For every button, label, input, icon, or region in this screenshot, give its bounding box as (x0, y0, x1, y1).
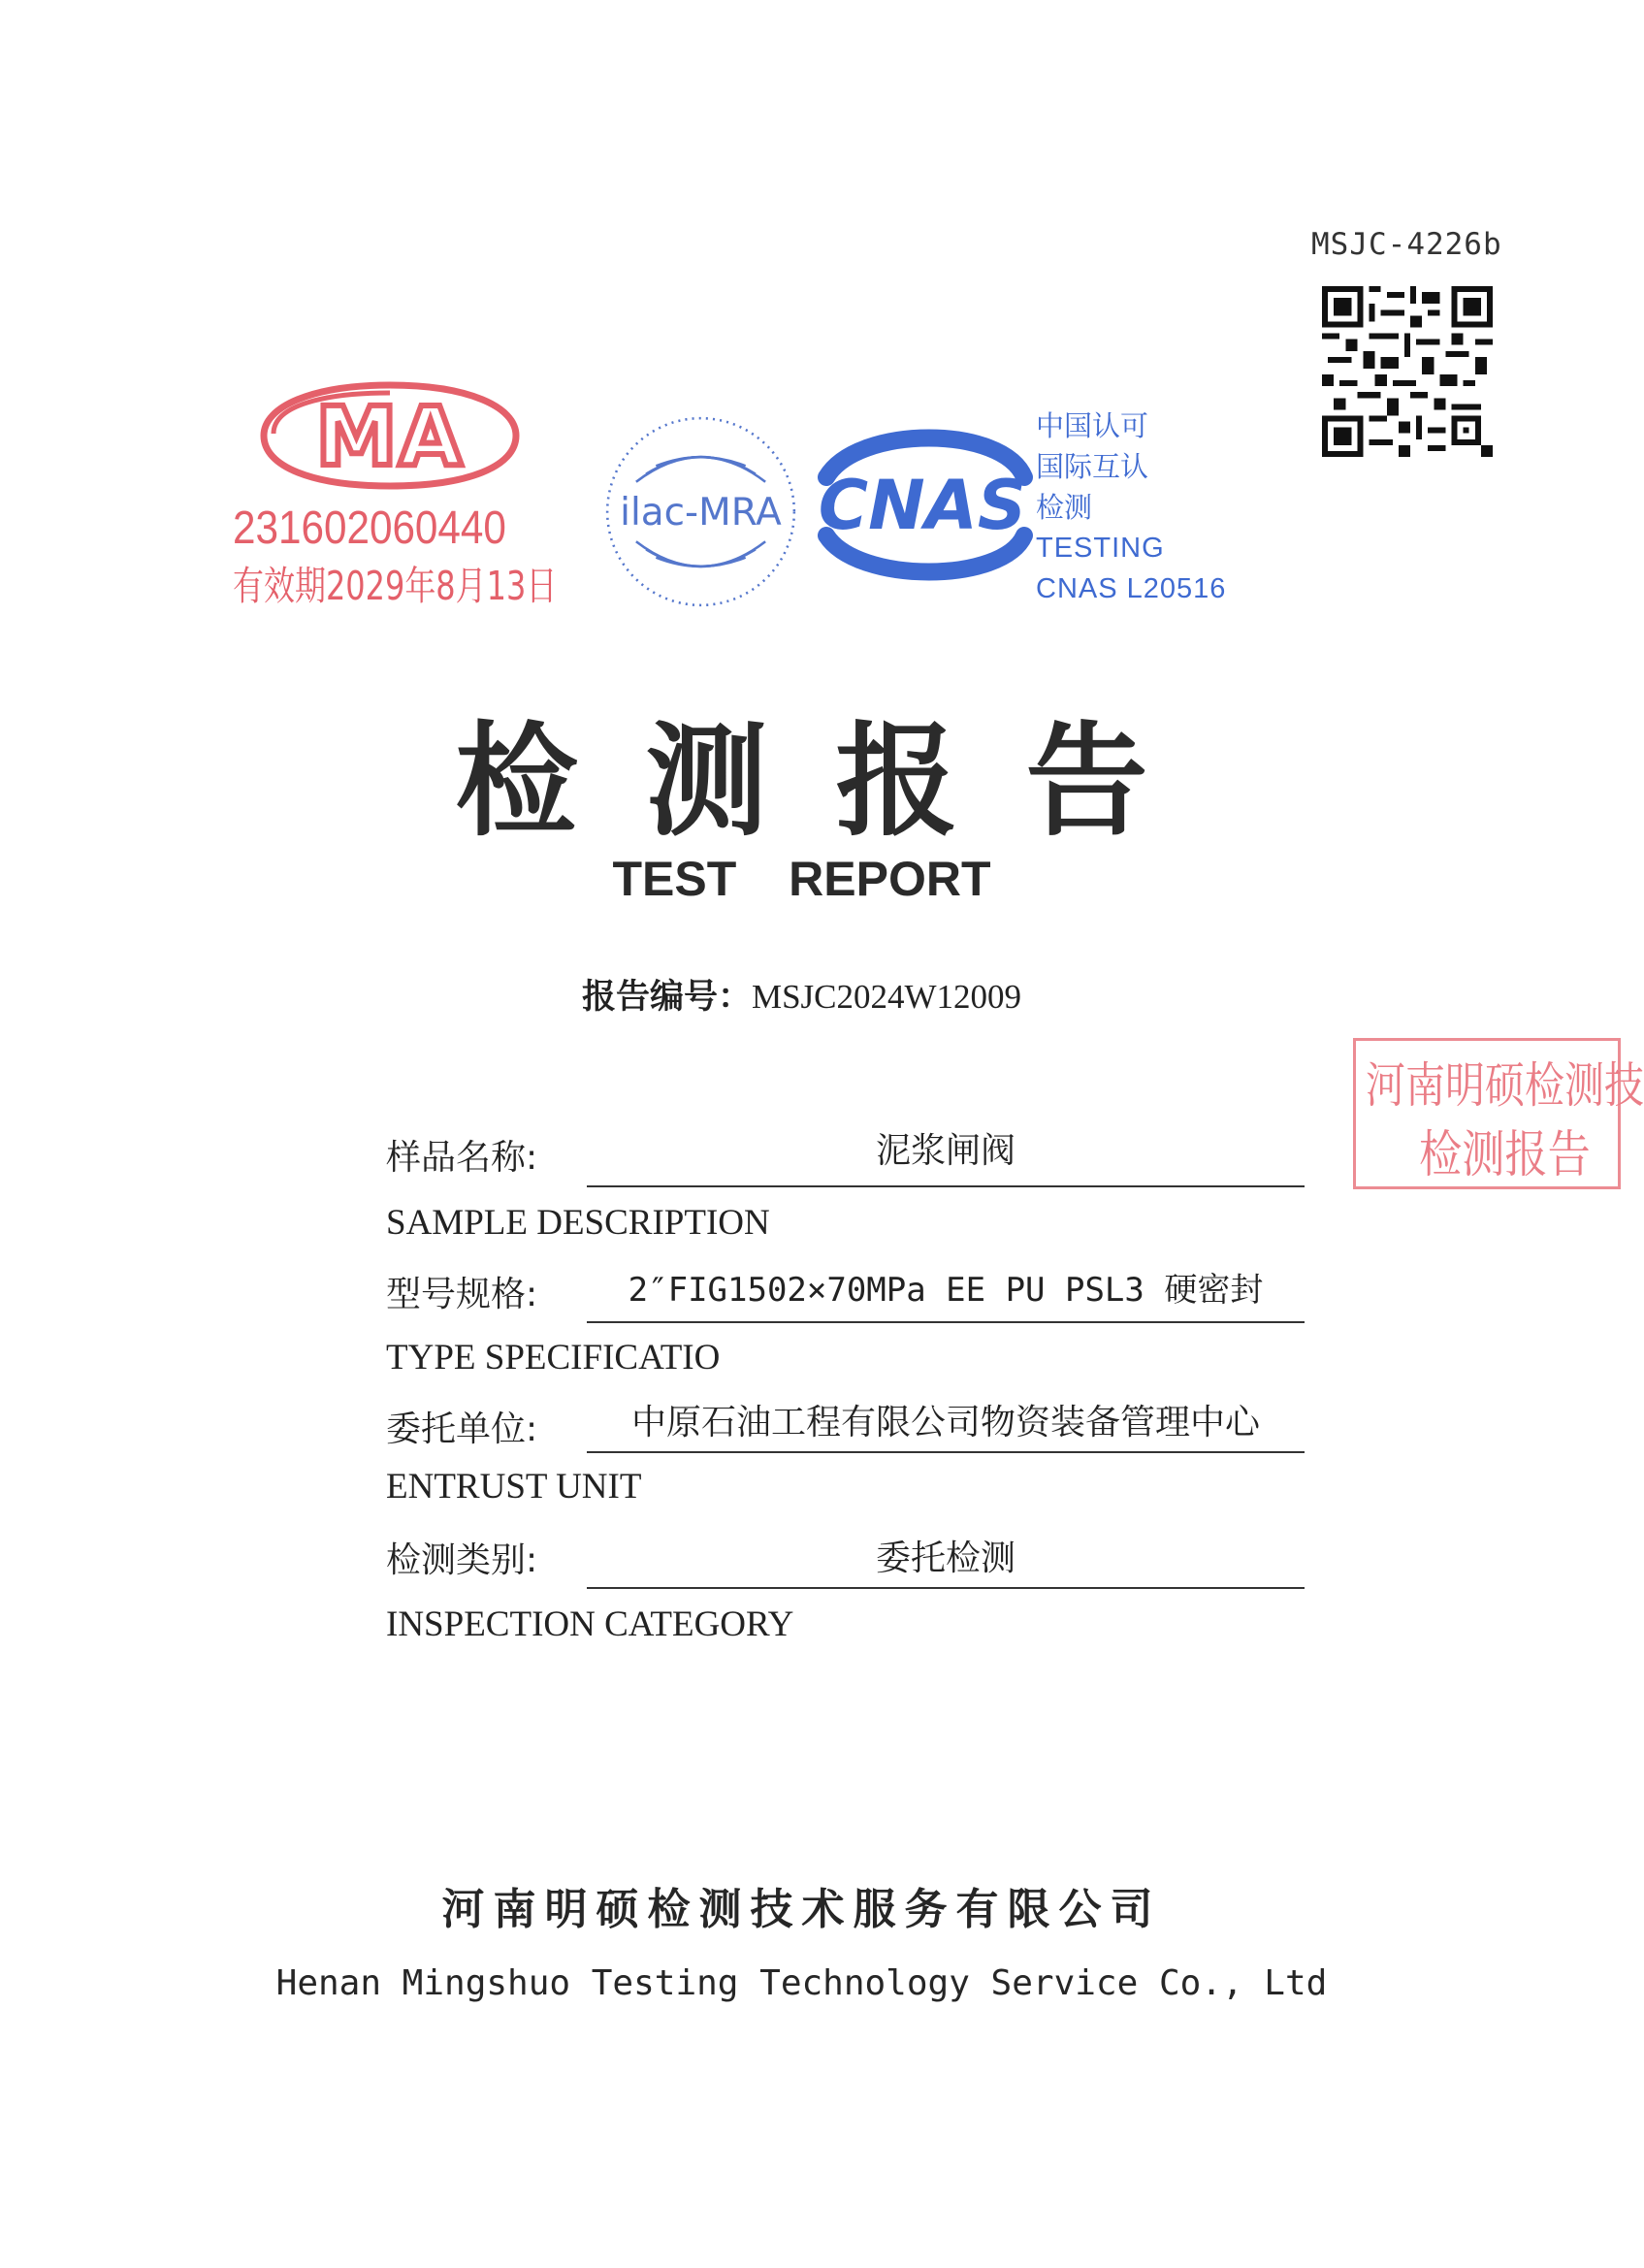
sample-description-label: SAMPLE DESCRIPTION (386, 1203, 770, 1243)
inspection-category-value: 委托检测 (875, 1539, 1015, 1578)
entrust-unit-value: 中原石油工程有限公司物资装备管理中心 (630, 1403, 1260, 1442)
sample-name-label: 样品名称: (386, 1138, 538, 1178)
ilac-mra-seal (601, 412, 800, 611)
document-code: MSJC-4226b (1311, 227, 1502, 262)
inspection-category-en-label: INSPECTION CATEGORY (386, 1604, 794, 1644)
cnas-line-1: 中国认可 (1036, 409, 1149, 442)
type-spec-underline (587, 1321, 1305, 1323)
report-number-label: 报告编号： (581, 978, 752, 1017)
cnas-logo-text: CNAS (818, 466, 1027, 545)
svg-text:MA: MA (315, 389, 465, 484)
entrust-unit-label: 委托单位: (386, 1409, 538, 1449)
sample-name-value: 泥浆闸阀 (875, 1131, 1015, 1171)
report-number-value: MSJC2024W12009 (751, 978, 1022, 1016)
cma-number: 231602060440 (233, 502, 506, 554)
sample-name-underline (587, 1185, 1305, 1187)
cnas-line-2: 国际互认 (1036, 450, 1149, 483)
cnas-line-4: TESTING (1036, 533, 1165, 564)
title-chinese: 检测报告 (455, 709, 1216, 853)
ilac-label: ilac-MRA (620, 490, 782, 535)
type-spec-label: 型号规格: (386, 1275, 538, 1314)
seal-line-2: 检测报告 (1419, 1126, 1591, 1184)
company-name-chinese: 河南明硕检测技术服务有限公司 (441, 1885, 1162, 1934)
company-seal-stamp (1353, 1038, 1644, 1189)
inspection-category-label: 检测类别: (386, 1540, 538, 1580)
entrust-unit-en-label: ENTRUST UNIT (386, 1467, 642, 1507)
report-number (0, 970, 1603, 1019)
cma-stamp (219, 373, 558, 611)
cnas-text-block (1036, 405, 1226, 609)
cnas-logo (809, 417, 1037, 592)
inspection-category-underline (587, 1587, 1305, 1589)
company-name-english: Henan Mingshuo Testing Technology Service Co., Ltd (275, 1963, 1328, 2003)
title-english: TEST REPORT (612, 852, 991, 906)
qr-code-icon (1322, 286, 1493, 457)
cma-logo-icon (254, 377, 526, 492)
cnas-line-5: CNAS L20516 (1036, 573, 1227, 604)
type-spec-value: 2″FIG1502×70MPa EE PU PSL3 硬密封 (628, 1271, 1264, 1310)
seal-line-1: 河南明硕检测技 (1366, 1057, 1644, 1114)
cma-validity: 有效期2029年8月13日 (233, 563, 558, 609)
cnas-line-3: 检测 (1036, 491, 1093, 524)
type-specification-label: TYPE SPECIFICATIO (386, 1338, 721, 1377)
entrust-unit-underline (587, 1451, 1305, 1453)
